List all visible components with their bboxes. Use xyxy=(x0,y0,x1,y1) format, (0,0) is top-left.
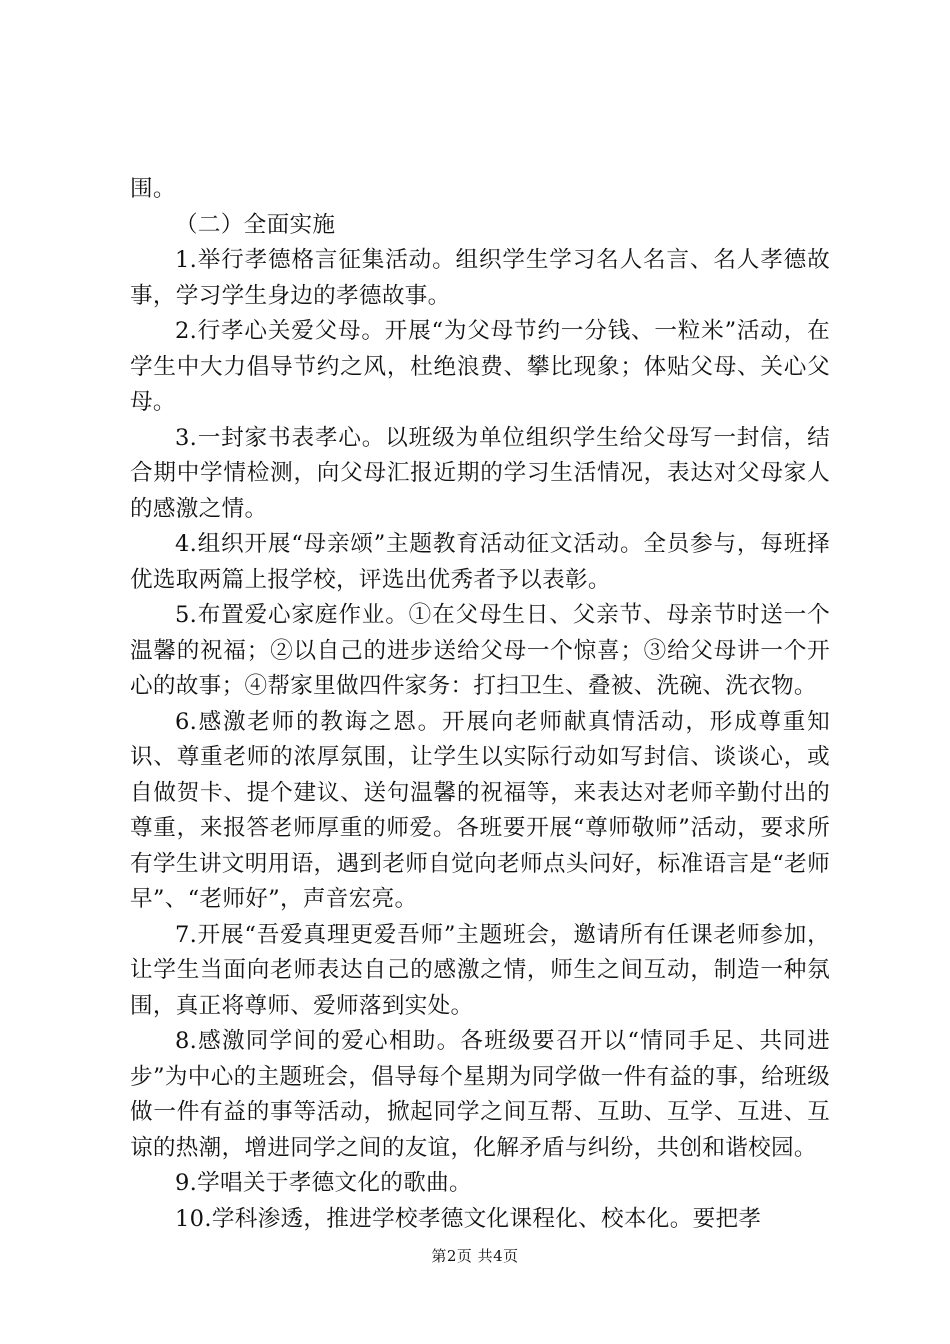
paragraph-item-8: 8.感激同学间的爱心相助。各班级要召开以“情同手足、共同进步”为中心的主题班会，倡导每个星期为同学做一件有益的事，给班级做一件有益的事等活动，掀起同学之间互帮、互助、互学、互进、互谅的热潮，增进同学之间的友谊，化解矛盾与纠纷，共创和谐校园。 xyxy=(130,1028,830,1161)
paragraph-item-1: 1.举行孝德格言征集活动。组织学生学习名人名言、名人孝德故事，学习学生身边的孝德故事。 xyxy=(130,247,830,309)
paragraph-item-3: 3.一封家书表孝心。以班级为单位组织学生给父母写一封信，结合期中学情检测，向父母汇报近期的学习生活情况，表达对父母家人的感激之情。 xyxy=(130,424,830,522)
paragraph-item-6: 6.感激老师的教诲之恩。开展向老师献真情活动，形成尊重知识、尊重老师的浓厚氛围，让学生以实际行动如写封信、谈谈心，或自做贺卡、提个建议、送句温馨的祝福等，来表达对老师辛勤付出的尊重，来报答老师厚重的师爱。各班要开展“尊师敬师”活动，要求所有学生讲文明用语，遇到老师自觉向老师点头问好，标准语言是“老师早”、“老师好”，声音宏亮。 xyxy=(130,708,830,912)
paragraph-item-5: 5.布置爱心家庭作业。①在父母生日、父亲节、母亲节时送一个温馨的祝福；②以自己的进步送给父母一个惊喜；③给父母讲一个开心的故事；④帮家里做四件家务：打扫卫生、叠被、洗碗、洗衣物。 xyxy=(130,602,830,699)
section-heading: （二）全面实施 xyxy=(175,211,336,238)
paragraph-continuation: 围。 xyxy=(130,176,176,202)
paragraph-item-4: 4.组织开展“母亲颂”主题教育活动征文活动。全员参与，每班择优选取两篇上报学校，评选出优秀者予以表彰。 xyxy=(130,531,830,593)
paragraph-item-10: 10.学科渗透，推进学校孝德文化课程化、校本化。要把孝 xyxy=(175,1205,762,1232)
page-number-footer: 第2页 共4页 xyxy=(431,1247,519,1265)
paragraph-item-7: 7.开展“吾爱真理更爱吾师”主题班会，邀请所有任课老师参加，让学生当面向老师表达自己的感激之情，师生之间互动，制造一种氛围，真正将尊师、爱师落到实处。 xyxy=(130,921,830,1019)
document-body xyxy=(130,172,830,1237)
paragraph-item-9: 9.学唱关于孝德文化的歌曲。 xyxy=(175,1170,472,1196)
paragraph-item-2: 2.行孝心关爱父母。开展“为父母节约一分钱、一粒米”活动，在学生中大力倡导节约之风，杜绝浪费、攀比现象；体贴父母、关心父母。 xyxy=(130,318,830,415)
